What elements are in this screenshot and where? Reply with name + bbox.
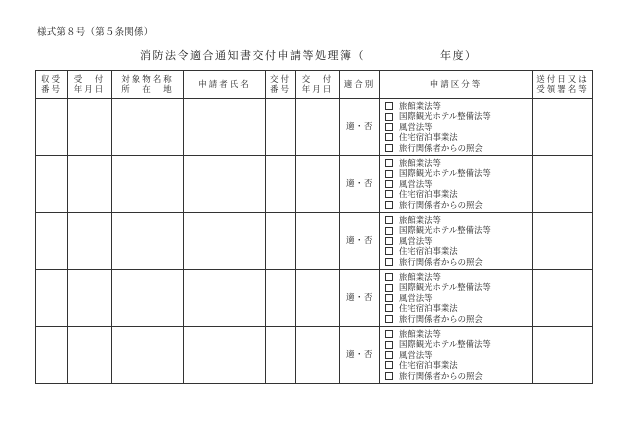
- issue-date-cell[interactable]: [296, 99, 340, 156]
- category-option[interactable]: [385, 158, 532, 168]
- category-option[interactable]: [385, 371, 532, 381]
- header-property-name-location: 対象物名称 所 在 地: [112, 71, 184, 99]
- category-label: 住宅宿泊事業法: [399, 189, 458, 200]
- category-option[interactable]: [385, 282, 532, 292]
- reception-date-cell[interactable]: [68, 99, 112, 156]
- checkbox-icon[interactable]: [385, 258, 393, 266]
- category-option[interactable]: [385, 246, 532, 256]
- checkbox-icon[interactable]: [385, 372, 393, 380]
- category-label: 風営法等: [399, 121, 433, 132]
- category-cell: [380, 327, 533, 384]
- issue-date-cell[interactable]: [296, 327, 340, 384]
- checkbox-icon[interactable]: [385, 180, 393, 188]
- receipt-number-cell[interactable]: [36, 270, 68, 327]
- table-row: [36, 99, 593, 156]
- conformity-cell: 適・否: [340, 156, 380, 213]
- conformity-cell: 適・否: [340, 213, 380, 270]
- title-year-suffix: 年度）: [440, 49, 478, 62]
- checkbox-icon[interactable]: [385, 216, 393, 224]
- category-label: 旅館業法等: [399, 215, 441, 226]
- sending-receipt-cell[interactable]: [533, 213, 593, 270]
- checkbox-icon[interactable]: [385, 330, 393, 338]
- checkbox-icon[interactable]: [385, 351, 393, 359]
- checkbox-icon[interactable]: [385, 201, 393, 209]
- issue-date-cell[interactable]: [296, 156, 340, 213]
- checkbox-icon[interactable]: [385, 144, 393, 152]
- issue-number-cell[interactable]: [266, 213, 296, 270]
- register-table: [35, 70, 593, 384]
- issue-number-cell[interactable]: [266, 327, 296, 384]
- category-option[interactable]: [385, 168, 532, 178]
- category-label: 風営法等: [399, 292, 433, 303]
- checkbox-icon[interactable]: [385, 102, 393, 110]
- category-option[interactable]: [385, 132, 532, 142]
- category-option[interactable]: [385, 143, 532, 153]
- checkbox-icon[interactable]: [385, 304, 393, 312]
- applicant-name-cell[interactable]: [184, 270, 266, 327]
- property-cell[interactable]: [112, 270, 184, 327]
- table-row: [36, 156, 593, 213]
- sending-receipt-cell[interactable]: [533, 270, 593, 327]
- applicant-name-cell[interactable]: [184, 213, 266, 270]
- category-label: 旅行関係者からの照会: [399, 142, 483, 153]
- receipt-number-cell[interactable]: [36, 213, 68, 270]
- checkbox-icon[interactable]: [385, 237, 393, 245]
- checkbox-icon[interactable]: [385, 361, 393, 369]
- category-cell: [380, 213, 533, 270]
- category-option[interactable]: [385, 225, 532, 235]
- header-reception-date: 受 付 年月日: [68, 71, 112, 99]
- property-cell[interactable]: [112, 327, 184, 384]
- title-year-blank: [365, 49, 440, 62]
- receipt-number-cell[interactable]: [36, 327, 68, 384]
- checkbox-icon[interactable]: [385, 113, 393, 121]
- category-label: 旅行関係者からの照会: [399, 370, 483, 381]
- category-option[interactable]: [385, 257, 532, 267]
- issue-number-cell[interactable]: [266, 156, 296, 213]
- category-option[interactable]: [385, 200, 532, 210]
- category-label: 住宅宿泊事業法: [399, 360, 458, 371]
- category-option[interactable]: [385, 293, 532, 303]
- property-cell[interactable]: [112, 213, 184, 270]
- category-option[interactable]: [385, 314, 532, 324]
- category-label: 風営法等: [399, 349, 433, 360]
- checkbox-icon[interactable]: [385, 341, 393, 349]
- category-label: 旅行関係者からの照会: [399, 256, 483, 267]
- applicant-name-cell[interactable]: [184, 156, 266, 213]
- category-option[interactable]: [385, 236, 532, 246]
- receipt-number-cell[interactable]: [36, 99, 68, 156]
- issue-number-cell[interactable]: [266, 270, 296, 327]
- sending-receipt-cell[interactable]: [533, 99, 593, 156]
- category-label: 旅館業法等: [399, 329, 441, 340]
- category-option[interactable]: [385, 329, 532, 339]
- category-option[interactable]: [385, 272, 532, 282]
- header-conformity: 適合別: [340, 71, 380, 99]
- applicant-name-cell[interactable]: [184, 327, 266, 384]
- reception-date-cell[interactable]: [68, 156, 112, 213]
- applicant-name-cell[interactable]: [184, 99, 266, 156]
- receipt-number-cell[interactable]: [36, 156, 68, 213]
- page-title: [140, 47, 478, 63]
- category-label: 国際観光ホテル整備法等: [399, 282, 491, 293]
- category-cell: [380, 270, 533, 327]
- category-label: 住宅宿泊事業法: [399, 246, 458, 257]
- category-label: 旅行関係者からの照会: [399, 199, 483, 210]
- form-number: 様式第８号（第５条関係）: [37, 27, 154, 38]
- checkbox-icon[interactable]: [385, 273, 393, 281]
- conformity-cell: 適・否: [340, 270, 380, 327]
- category-label: 住宅宿泊事業法: [399, 303, 458, 314]
- category-option[interactable]: [385, 303, 532, 313]
- category-option[interactable]: [385, 339, 532, 349]
- category-label: 住宅宿泊事業法: [399, 132, 458, 143]
- issue-date-cell[interactable]: [296, 213, 340, 270]
- sending-receipt-cell[interactable]: [533, 327, 593, 384]
- category-option[interactable]: [385, 111, 532, 121]
- checkbox-icon[interactable]: [385, 294, 393, 302]
- conformity-cell: 適・否: [340, 99, 380, 156]
- category-option[interactable]: [385, 360, 532, 370]
- checkbox-icon[interactable]: [385, 227, 393, 235]
- category-option[interactable]: [385, 215, 532, 225]
- checkbox-icon[interactable]: [385, 315, 393, 323]
- sending-receipt-cell[interactable]: [533, 156, 593, 213]
- property-cell[interactable]: [112, 99, 184, 156]
- checkbox-icon[interactable]: [385, 170, 393, 178]
- category-label: 風営法等: [399, 178, 433, 189]
- checkbox-icon[interactable]: [385, 247, 393, 255]
- header-issue-date: 交 付 年月日: [296, 71, 340, 99]
- header-applicant-name: 申請者氏名: [184, 71, 266, 99]
- checkbox-icon[interactable]: [385, 133, 393, 141]
- checkbox-icon[interactable]: [385, 190, 393, 198]
- header-receipt-number: 収受 番号: [36, 71, 68, 99]
- header-issue-number: 交付 番号: [266, 71, 296, 99]
- checkbox-icon[interactable]: [385, 159, 393, 167]
- category-label: 旅館業法等: [399, 272, 441, 283]
- reception-date-cell[interactable]: [68, 213, 112, 270]
- category-cell: [380, 99, 533, 156]
- category-label: 国際観光ホテル整備法等: [399, 339, 491, 350]
- checkbox-icon[interactable]: [385, 123, 393, 131]
- category-label: 旅館業法等: [399, 158, 441, 169]
- property-cell[interactable]: [112, 156, 184, 213]
- category-label: 国際観光ホテル整備法等: [399, 168, 491, 179]
- conformity-cell: 適・否: [340, 327, 380, 384]
- reception-date-cell[interactable]: [68, 270, 112, 327]
- table-row: [36, 213, 593, 270]
- issue-date-cell[interactable]: [296, 270, 340, 327]
- category-label: 風営法等: [399, 235, 433, 246]
- category-label: 旅行関係者からの照会: [399, 313, 483, 324]
- header-row: [36, 71, 593, 99]
- reception-date-cell[interactable]: [68, 327, 112, 384]
- checkbox-icon[interactable]: [385, 284, 393, 292]
- category-option[interactable]: [385, 101, 532, 111]
- header-sending-receipt: 送付日又は 受領署名等: [533, 71, 593, 99]
- category-label: 国際観光ホテル整備法等: [399, 225, 491, 236]
- category-cell: [380, 156, 533, 213]
- table-row: [36, 270, 593, 327]
- category-label: 旅館業法等: [399, 101, 441, 112]
- title-main: 消防法令適合通知書交付申請等処理簿（: [140, 49, 365, 62]
- category-option[interactable]: [385, 122, 532, 132]
- table-row: [36, 327, 593, 384]
- header-application-category: 申請区分等: [380, 71, 533, 99]
- issue-number-cell[interactable]: [266, 99, 296, 156]
- category-option[interactable]: [385, 189, 532, 199]
- category-option[interactable]: [385, 350, 532, 360]
- category-label: 国際観光ホテル整備法等: [399, 111, 491, 122]
- category-option[interactable]: [385, 179, 532, 189]
